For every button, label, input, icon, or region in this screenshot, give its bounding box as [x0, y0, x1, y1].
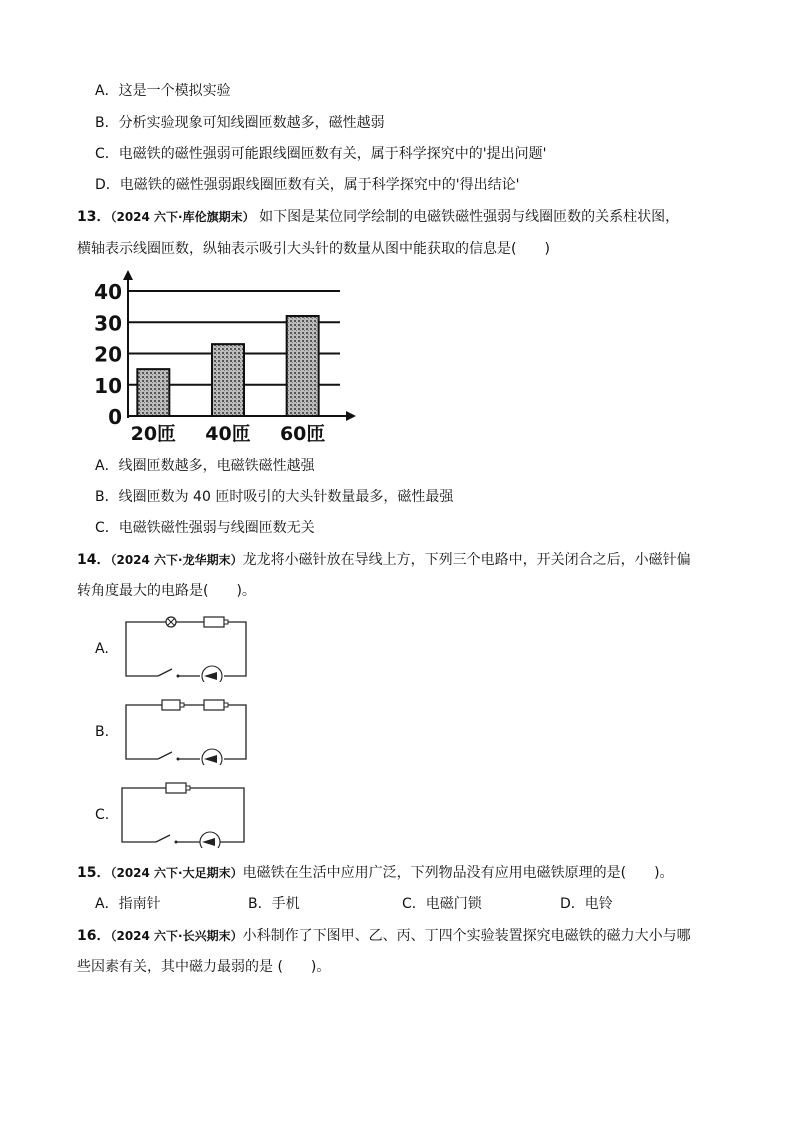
question-text: 龙龙将小磁针放在导线上方，下列三个电路中，开关闭合之后，小磁针偏	[242, 552, 691, 568]
compass-needle-icon	[202, 666, 222, 682]
y-tick-label: 20	[94, 342, 122, 367]
question-text: 小科制作了下图甲、乙、丙、丁四个实验装置探究电磁铁的磁力大小与哪	[242, 928, 691, 944]
circuit-a-diagram	[120, 612, 260, 682]
q13-option-c: C．电磁铁磁性强弱与线圈匝数无关	[95, 520, 315, 536]
x-axis-arrow	[346, 411, 356, 421]
circuit-c-label: C.	[95, 807, 110, 823]
x-tick-label: 60匝	[279, 423, 326, 445]
question-source: （2024 六下·长兴期末）	[110, 929, 243, 943]
q14-stem-line1	[77, 551, 691, 569]
q15-option-c: C．电磁门锁	[402, 896, 482, 912]
q15-option-b: B．手机	[248, 896, 300, 912]
question-source: （2024 六下·库伦旗期末）	[110, 210, 255, 224]
q12-option-a: A．这是一个模拟实验	[95, 83, 231, 99]
circuit-b-label: B.	[95, 724, 110, 740]
y-tick-label: 0	[108, 405, 122, 429]
question-source: （2024 六下·龙华期末）	[110, 553, 243, 567]
switch-icon	[158, 752, 180, 761]
y-tick-label: 40	[94, 280, 122, 304]
question-number: 15．	[77, 865, 111, 881]
compass-needle-icon	[200, 832, 220, 848]
q13-option-a: A．线圈匝数越多，电磁铁磁性越强	[95, 458, 315, 474]
q16-stem-line2: 些因素有关，其中磁力最弱的是 ( )。	[77, 959, 331, 975]
bulb-icon	[166, 617, 176, 627]
question-source: （2024 六下·大足期末）	[110, 866, 243, 880]
q12-option-d: D．电磁铁的磁性强弱跟线圈匝数有关，属于科学探究中的'得出结论'	[95, 177, 520, 193]
q15-option-d: D．电铃	[560, 896, 613, 912]
question-number: 13．	[77, 209, 111, 225]
q13-stem-line1	[77, 208, 679, 226]
q14-stem-line2: 转角度最大的电路是( )。	[77, 583, 256, 599]
question-text: 电磁铁在生活中应用广泛，下列物品没有应用电磁铁原理的是( )。	[242, 865, 674, 881]
q12-option-b: B．分析实验现象可知线圈匝数越多，磁性越弱	[95, 115, 385, 131]
circuit-b-diagram	[120, 695, 260, 765]
bar-chart	[90, 268, 380, 448]
circuit-c-diagram	[116, 778, 256, 848]
y-axis-arrow	[123, 270, 133, 280]
question-text: 如下图是某位同学绘制的电磁铁磁性强弱与线圈匝数的关系柱状图，	[254, 209, 680, 225]
battery-icon	[204, 700, 228, 710]
y-tick-label: 30	[94, 311, 122, 336]
x-tick-label: 40匝	[205, 423, 251, 445]
circuit-a-label: A.	[95, 641, 109, 657]
q13-option-b: B．线圈匝数为 40 匝时吸引的大头针数量最多，磁性最强	[95, 489, 454, 505]
question-number: 16．	[77, 928, 111, 944]
battery-icon	[166, 783, 190, 793]
q15-option-a: A．指南针	[95, 896, 161, 912]
q12-option-c: C．电磁铁的磁性强弱可能跟线圈匝数有关，属于科学探究中的'提出问题'	[95, 146, 547, 162]
bar	[287, 316, 319, 416]
q16-stem-line1	[77, 927, 691, 945]
question-number: 14．	[77, 552, 111, 568]
compass-needle-icon	[202, 749, 222, 765]
battery-icon	[204, 617, 228, 627]
q15-stem	[77, 864, 674, 882]
switch-icon	[158, 669, 180, 678]
q13-stem-line2: 横轴表示线圈匝数，纵轴表示吸引大头针的数量从图中能获取的信息是( )	[77, 241, 550, 257]
y-tick-label: 10	[94, 373, 122, 398]
switch-icon	[156, 835, 178, 844]
battery-icon	[162, 700, 184, 710]
x-tick-label: 20匝	[130, 423, 177, 445]
bar	[137, 369, 169, 416]
bar	[212, 344, 244, 416]
